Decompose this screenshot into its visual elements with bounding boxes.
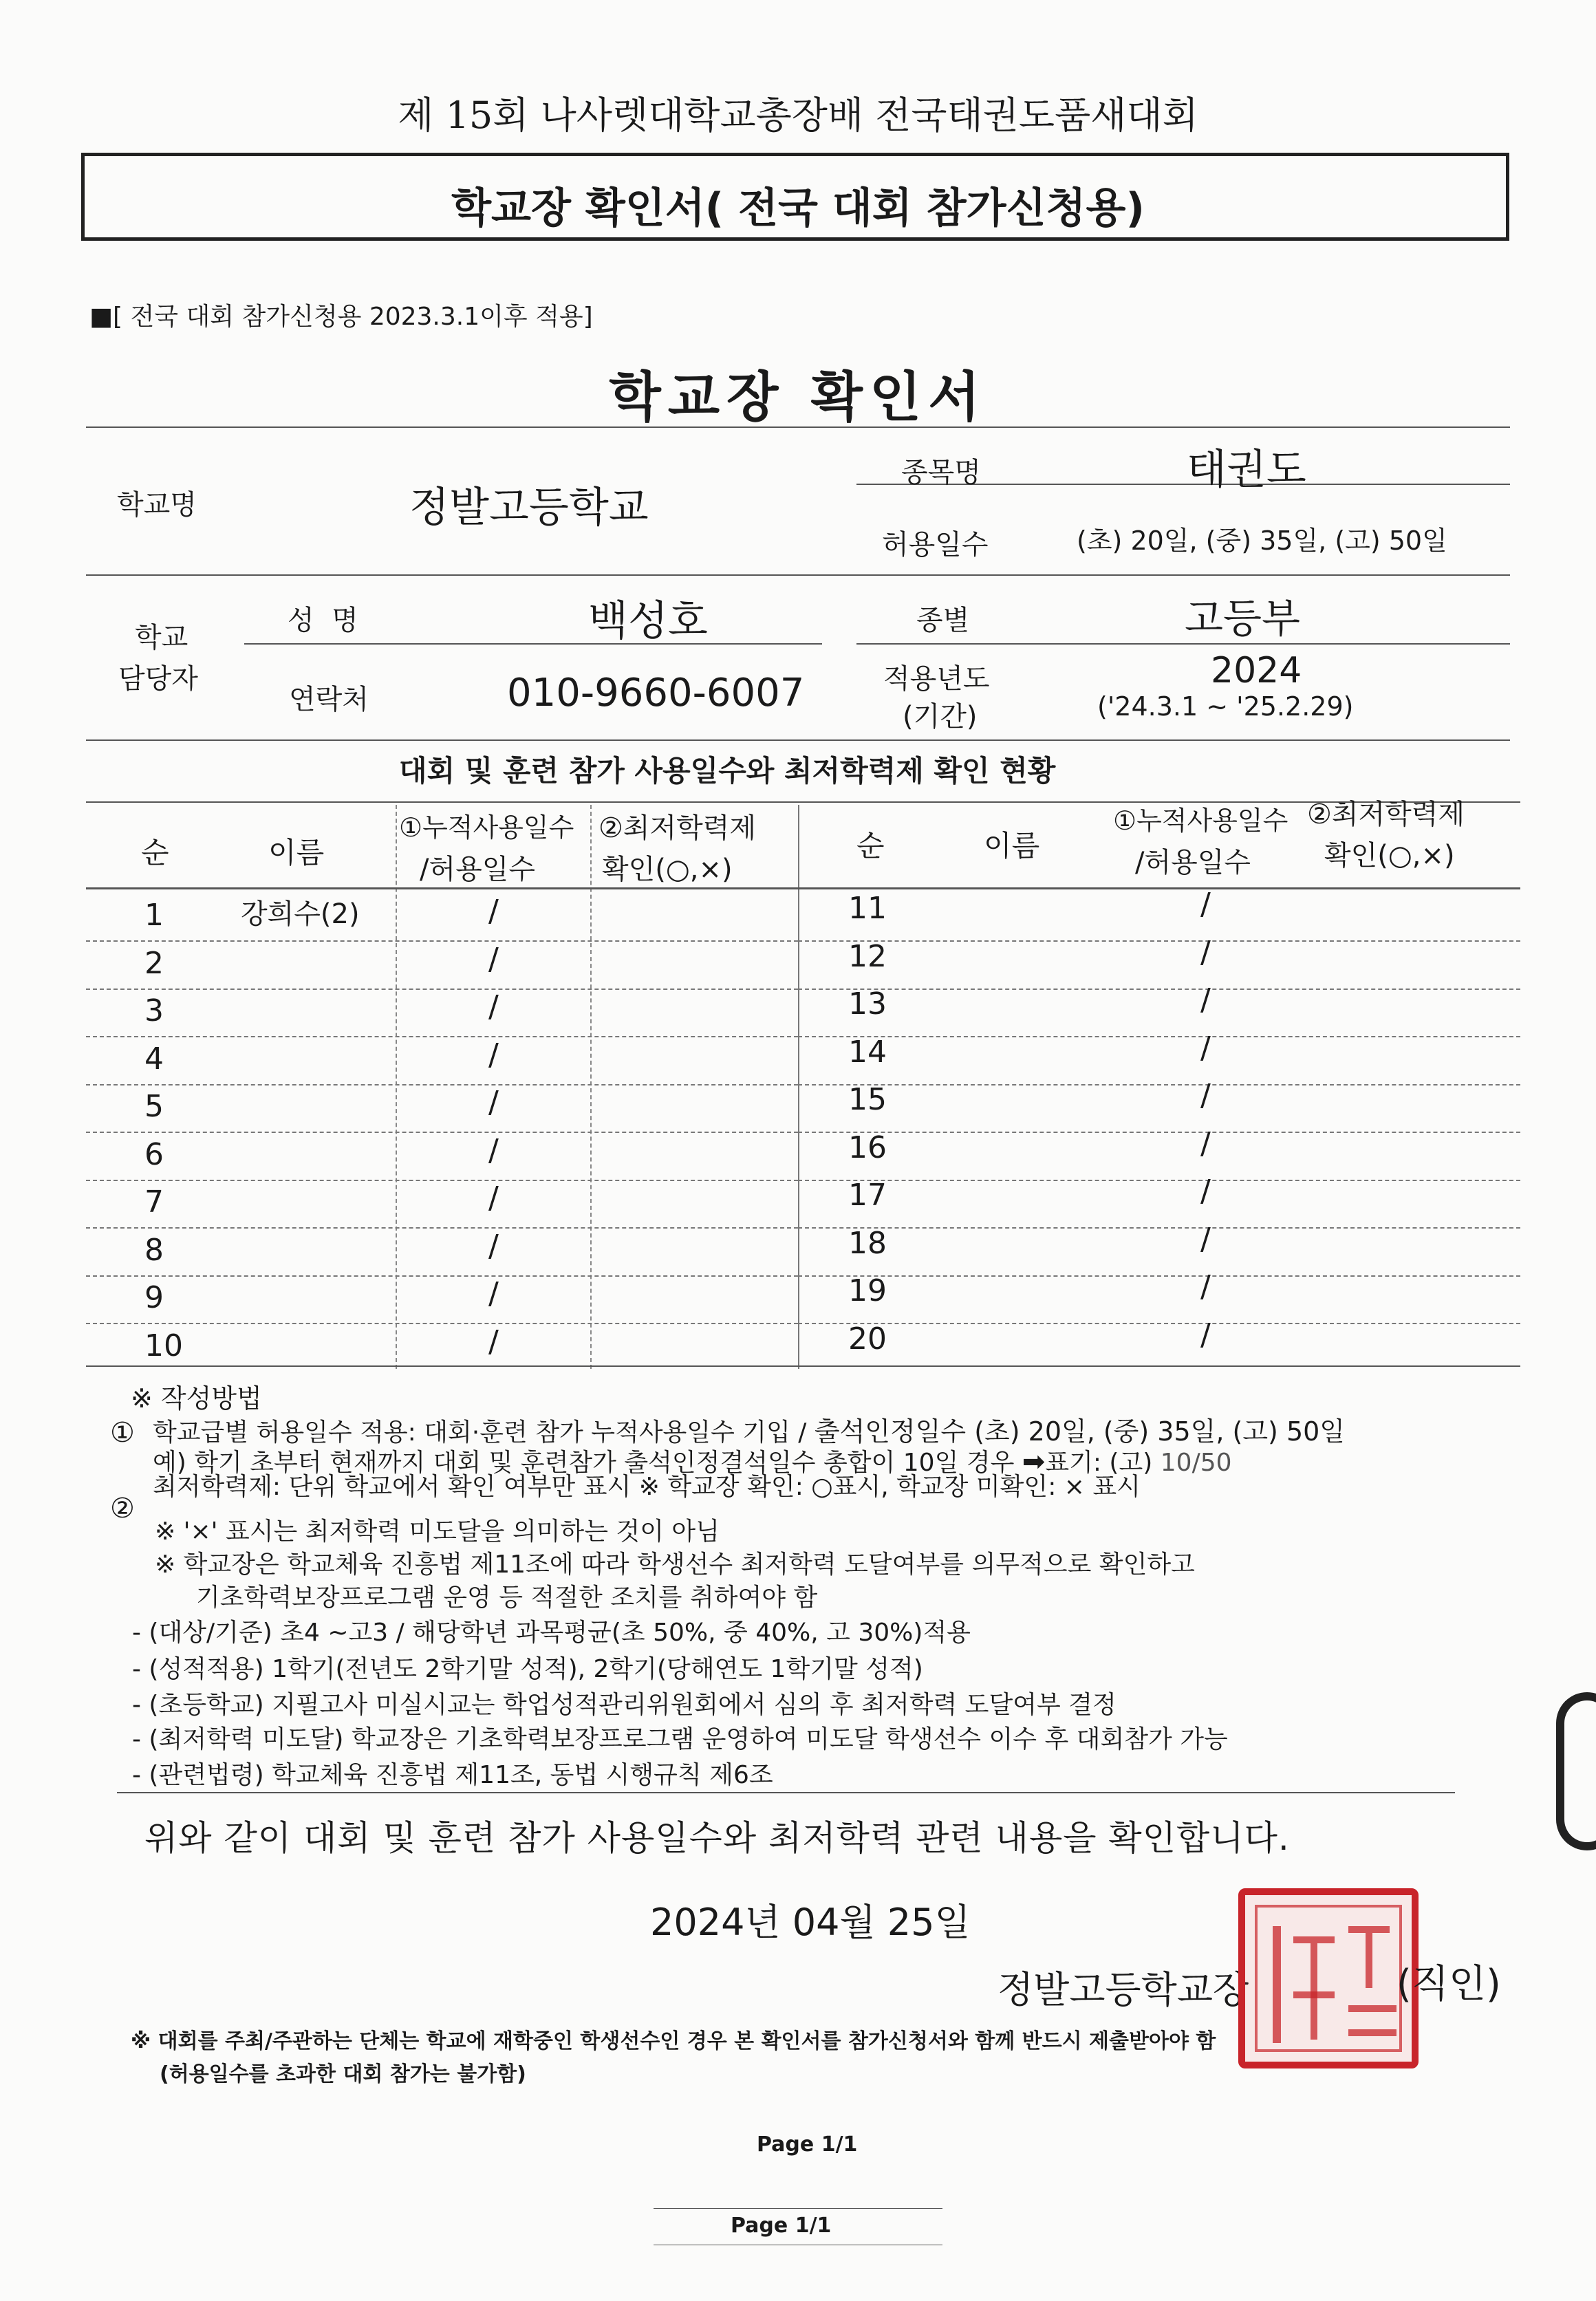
row-divider <box>798 1180 1520 1181</box>
boxed-title: 학교장 확인서( 전국 대회 참가신청용) <box>451 184 1145 233</box>
row-divider <box>798 1084 1520 1085</box>
contact-value: 010-9660-6007 <box>507 671 805 715</box>
row-days-slash: / <box>1200 887 1211 922</box>
row-days-slash: / <box>488 1228 499 1264</box>
confirmation-date: 2024년 04월 25일 <box>650 1901 971 1944</box>
division-value: 고등부 <box>1185 595 1301 642</box>
row-days-slash: / <box>488 1324 499 1359</box>
row-number: 16 <box>848 1130 887 1165</box>
row-number: 1 <box>144 898 164 933</box>
seal-glyph <box>1348 2005 1396 2012</box>
note1-text-b: 출석인정일수 (초) 20일, (중) 35일, (고) 50일 <box>814 1416 1346 1447</box>
page-number-secondary: Page 1/1 <box>731 2214 832 2238</box>
note1-text-a: 학교급별 허용일수 적용: 대회·훈련 참가 누적사용일수 기입 / <box>153 1418 815 1447</box>
sub-note-2b: 기초학력보장프로그램 운영 등 적절한 조치를 취하여야 함 <box>196 1584 818 1612</box>
section-title: 대회 및 훈련 참가 사용일수와 최저학력제 확인 현황 <box>399 754 1056 788</box>
allowed-value: (초) 20일, (중) 35일, (고) 50일 <box>1077 526 1447 556</box>
row-number: 18 <box>848 1225 887 1261</box>
footer-note-2: (허용일수를 초과한 대회 참가는 불가함) <box>160 2062 526 2086</box>
note-item: - (최저학력 미도달) 학교장은 기초학력보장프로그램 운영하여 미도달 학생선수 이수 후 대회참가 가능 <box>132 1725 1228 1753</box>
note1-example-text: 예) 학기 초부터 현재까지 대회 및 훈련참가 출석인정결석일수 총합이 10일 경우 <box>153 1449 1015 1477</box>
row-number: 3 <box>144 993 164 1028</box>
row-divider <box>798 1036 1520 1037</box>
confirmation-statement: 위와 같이 대회 및 훈련 참가 사용일수와 최저학력 관련 내용을 확인합니다. <box>144 1818 1290 1858</box>
note1-mark-value: 10/50 <box>1160 1449 1232 1477</box>
principal-name: 정발고등학교장 <box>998 1968 1249 2011</box>
row-days-slash: / <box>1200 1317 1211 1352</box>
year-label-2: (기간) <box>903 701 978 733</box>
col-min-right-2: 확인(○,×) <box>1324 840 1455 872</box>
col-days-left-1: ①누적사용일수 <box>399 812 574 843</box>
official-seal <box>1238 1888 1419 2068</box>
row-number: 5 <box>144 1089 164 1124</box>
allowed-label: 허용일수 <box>882 529 989 561</box>
row-divider <box>798 1275 1520 1277</box>
seal-glyph <box>1273 1926 1281 2043</box>
note-item: - (관련법령) 학교체육 진흥법 제11조, 동법 시행규칙 제6조 <box>132 1761 773 1789</box>
rule <box>654 2208 942 2209</box>
row-days-slash: / <box>488 1132 499 1168</box>
note-item: - (초등학교) 지필고사 미실시교는 학업성적관리위원회에서 심의 후 최저학력 도달여부 결정 <box>132 1691 1117 1719</box>
seal-glyph <box>1348 2029 1396 2036</box>
col-divider <box>590 805 592 1369</box>
seal-glyph <box>1366 1933 1372 1988</box>
note-item: - (대상/기준) 초4 ~고3 / 해당학년 과목평균(초 50%, 중 40%, 고 30%)적용 <box>132 1619 971 1647</box>
sub-note-2a: ※ 학교장은 학교체육 진흥법 제11조에 따라 학생선수 최저학력 도달여부를 의무적으로 확인하고 <box>155 1551 1195 1579</box>
col-min-left-2: 확인(○,×) <box>602 854 733 885</box>
row-number: 6 <box>144 1136 164 1172</box>
notes-heading: ※ 작성방법 <box>131 1383 262 1414</box>
col-days-left-2: /허용일수 <box>420 854 536 885</box>
row-days-slash: / <box>488 989 499 1024</box>
row-days-slash: / <box>1200 982 1211 1017</box>
sub-note-1: ※ '×' 표시는 최저학력 미도달을 의미하는 것이 아님 <box>155 1517 720 1546</box>
row-divider <box>86 1227 798 1229</box>
row-days-slash: / <box>1200 1269 1211 1304</box>
year-value: 2024 <box>1211 650 1302 691</box>
col-days-right-2: /허용일수 <box>1135 847 1251 878</box>
col-no-right: 순 <box>856 829 885 863</box>
row-days-slash: / <box>1200 1125 1211 1161</box>
row-divider <box>86 940 798 942</box>
row-days-slash: / <box>1200 1030 1211 1066</box>
school-name: 정발고등학교 <box>409 484 649 532</box>
rule <box>856 643 1510 645</box>
scan-artifact <box>1556 1692 1596 1850</box>
row-days-slash: / <box>488 1276 499 1311</box>
year-label-1: 적용년도 <box>883 663 990 695</box>
row-number: 11 <box>848 891 887 926</box>
row-days-slash: / <box>1200 1221 1211 1257</box>
rule <box>244 643 822 645</box>
manager-label-2: 담당자 <box>118 663 198 695</box>
row-divider <box>86 1180 798 1181</box>
year-period: ('24.3.1 ~ '25.2.29) <box>1097 691 1354 722</box>
row-days-slash: / <box>488 894 499 929</box>
row-number: 19 <box>848 1273 887 1308</box>
row-divider <box>86 1323 798 1324</box>
seal-label: (직인) <box>1396 1962 1501 2007</box>
row-number: 12 <box>848 938 887 974</box>
rule <box>86 574 1510 576</box>
row-divider <box>798 940 1520 942</box>
row-number: 8 <box>144 1232 164 1268</box>
row-divider <box>798 1227 1520 1229</box>
row-days-slash: / <box>488 1180 499 1216</box>
col-name-right: 이름 <box>984 829 1040 863</box>
seal-glyph <box>1348 1926 1390 1933</box>
rule <box>86 739 1510 741</box>
row-number: 4 <box>144 1041 164 1077</box>
rule <box>86 426 1510 428</box>
row-divider <box>86 1275 798 1277</box>
row-days-slash: / <box>1200 934 1211 970</box>
rule <box>117 1792 1455 1793</box>
row-days-slash: / <box>488 1085 499 1120</box>
school-label: 학교명 <box>117 489 197 521</box>
col-divider <box>396 805 397 1369</box>
col-min-right-1: ②최저학력제 <box>1307 799 1465 830</box>
row-number: 14 <box>848 1034 887 1070</box>
col-divider <box>798 805 799 1369</box>
event-name: 태권도 <box>1187 446 1306 494</box>
col-no-left: 순 <box>141 836 169 869</box>
row-days-slash: / <box>488 1037 499 1072</box>
row-divider <box>798 1323 1520 1324</box>
division-label: 종별 <box>916 605 970 636</box>
footer-note-1: ※ 대회를 주최/주관하는 단체는 학교에 재학중인 학생선수인 경우 본 확인서를 참가신청서와 함께 반드시 제출받아야 함 <box>131 2029 1216 2053</box>
row-number: 17 <box>848 1178 887 1213</box>
row-divider <box>86 1132 798 1133</box>
row-divider <box>86 1084 798 1085</box>
seal-glyph <box>1293 1936 1335 1943</box>
seal-glyph <box>1293 1991 1335 1998</box>
col-name-left: 이름 <box>268 836 325 869</box>
header-rule <box>86 887 1520 889</box>
row-divider <box>798 989 1520 990</box>
col-min-left-1: ②최저학력제 <box>598 812 757 844</box>
note1-mark-label: 표기: (고) <box>1045 1449 1153 1477</box>
row-number: 10 <box>144 1328 183 1363</box>
note1-text <box>153 1410 1345 1448</box>
rule <box>86 801 1520 803</box>
row-number: 15 <box>848 1082 887 1117</box>
row-number: 20 <box>848 1321 887 1357</box>
row-days-slash: / <box>1200 1174 1211 1209</box>
row-days-slash: / <box>1200 1078 1211 1113</box>
event-label: 종목명 <box>901 457 981 488</box>
page-number: Page 1/1 <box>757 2132 858 2157</box>
row-divider <box>86 989 798 990</box>
manager-label-1: 학교 <box>135 622 188 653</box>
arrow-icon: ➡ <box>1022 1446 1046 1478</box>
row-number: 2 <box>144 945 164 981</box>
form-title: 학교장 확인서 <box>609 367 987 429</box>
row-days-slash: / <box>488 941 499 977</box>
competition-title: 제 15회 나사렛대학교총장배 전국태권도품새대회 <box>398 94 1198 137</box>
note2-text: 최저학력제: 단위 학교에서 확인 여부만 표시 ※ 학교장 확인: ○표시, 학교장 미확인: × 표시 <box>153 1473 1141 1501</box>
row-name: 강희수(2) <box>241 898 360 930</box>
note-item: - (성적적용) 1학기(전년도 2학기말 성적), 2학기(당해연도 1학기말 성적) <box>132 1655 923 1683</box>
note2-mark: ② <box>110 1493 135 1524</box>
row-number: 7 <box>144 1185 164 1220</box>
row-number: 13 <box>848 986 887 1022</box>
form-tag: ■[ 전국 대회 참가신청용 2023.3.1이후 적용] <box>89 303 593 331</box>
col-days-right-1: ①누적사용일수 <box>1113 806 1288 836</box>
row-divider <box>798 1132 1520 1133</box>
rule <box>86 1365 1520 1367</box>
manager-name: 백성호 <box>588 597 708 645</box>
row-number: 9 <box>144 1280 164 1315</box>
row-divider <box>86 1036 798 1037</box>
note1-mark: ① <box>110 1417 135 1449</box>
name-label: 성 명 <box>288 605 358 636</box>
contact-label: 연락처 <box>289 684 369 715</box>
